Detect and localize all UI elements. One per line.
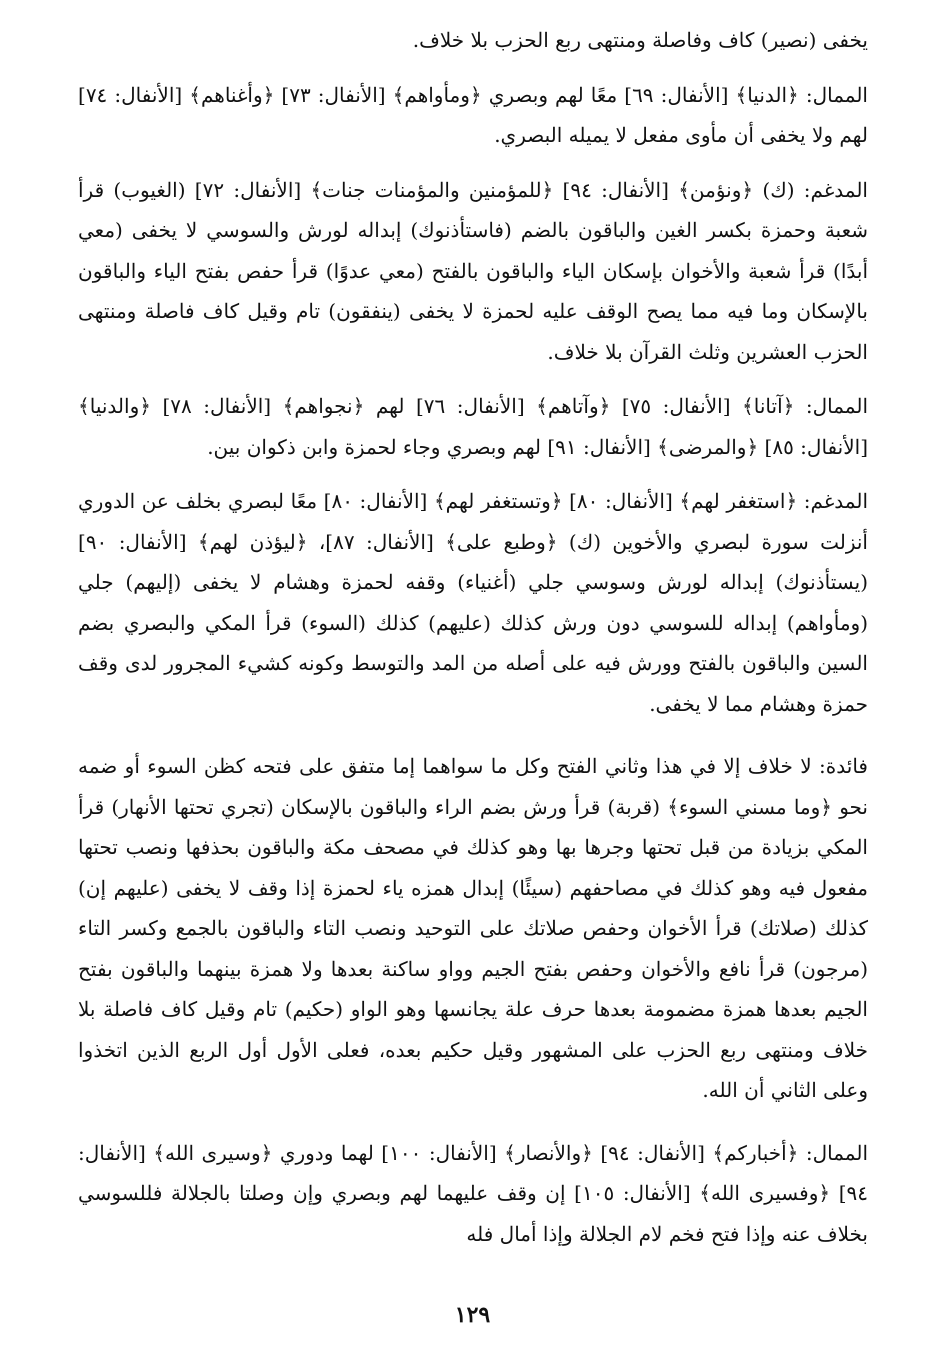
paragraph-mumal-1: الممال: ﴿الدنيا﴾ [الأنفال: ٦٩] معًا لهم وبصري ﴿ومأواهم﴾ [الأنفال: ٧٣] ﴿وأغناهم﴾ [الأنفال: ٧٤] لهم ولا يخفى أن مأوى مفعل لا يميله البصري. — [78, 82, 868, 147]
paragraph-mumal-3: الممال: ﴿أخباركم﴾ [الأنفال: ٩٤] ﴿والأنصار﴾ [الأنفال: ١٠٠] لهما ودوري ﴿وسيرى الله﴾ [الأنفال: ٩٤] ﴿وفسيرى الله﴾ [الأنفال: ١٠٥] إن وقف عليهما لهم وبصري وإن وصلتا بالجلالة فللسوسي بخلاف عنه وإذا فتح فخم لام الجلالة وإذا أمال فله — [78, 1140, 868, 1246]
paragraph-faida: فائدة: لا خلاف إلا في هذا وثاني الفتح وكل ما سواهما إما متفق على فتحه كظن السوء أو ضمه نحو ﴿وما مسني السوء﴾ (قربة) قرأ ورش بضم الراء والباقون بالإسكان (تجري تحتها الأنهار) قرأ المكي بزيادة من قبل تحتها وجرها بها وهو كذلك في مصحف مكة والباقون بحذفها ونصب تحتها مفعول فيه وهو كذلك في مصاحفهم (سيئًا) إبدال همزه ياء لحمزة إذا وقف لا يخفى (عليهم إن) كذلك (صلاتك) قرأ الأخوان وحفص صلاتك على التوحيد ونصب التاء والباقون بالجمع وكسر التاء (مرجون) قرأ نافع والأخوان وحفص بفتح الجيم وواو ساكنة بعدها ولا همزة بينهما والباقون بفتح الجيم بعدها همزة مضمومة بعدها حرف علة يجانسها وهو الواو (حكيم) تام وقيل كاف فاصلة بلا خلاف ومنتهى ربع الحزب على المشهور وقيل حكيم بعده، فعلى الأول أول الربع الذين اتخذوا وعلى الثاني أن الله. — [78, 754, 869, 1102]
paragraph-mudgham-1: المدغم: (ك) ﴿ونؤمن﴾ [الأنفال: ٩٤] ﴿للمؤمنين والمؤمنات جنات﴾ [الأنفال: ٧٢] (الغيوب) قرأ شعبة وحمزة بكسر الغين والباقون بالضم (فاستأذنوك) إبداله لورش والسوسي لا يخفى (معي أبدًا) قرأ شعبة والأخوان بإسكان الياء والباقون بالفتح (معي عدوًا) قرأ حفص بفتح الياء والباقون بالإسكان وما فيه مما يصح الوقف عليه لحمزة لا يخفى (ينفقون) تام وقيل كاف فاصلة ومنتهى الحزب العشرين وثلث القرآن بلا خلاف. — [78, 177, 868, 364]
paragraph-intro: يخفى (نصير) كاف وفاصلة ومنتهى ربع الحزب بلا خلاف. — [412, 28, 868, 52]
paragraph-mumal-2: الممال: ﴿آتانا﴾ [الأنفال: ٧٥] ﴿وآتاهم﴾ [الأنفال: ٧٦] لهم ﴿نجواهم﴾ [الأنفال: ٧٨] ﴿والدنيا﴾ [الأنفال: ٨٥] ﴿والمرضى﴾ [الأنفال: ٩١] لهم وبصري وجاء لحمزة وابن ذكوان بين. — [78, 394, 869, 459]
paragraph-mudgham-2: المدغم: ﴿استغفر لهم﴾ [الأنفال: ٨٠] ﴿وتستغفر لهم﴾ [الأنفال: ٨٠] معًا لبصري بخلف عن الدوري أنزلت سورة لبصري والأخوين (ك) ﴿وطبع على﴾ [الأنفال: ٨٧]، ﴿ليؤذن لهم﴾ [الأنفال: ٩٠] (يستأذنوك) إبداله لورش وسوسي جلي (أغنياء) وقفه لحمزة وهشام لا يخفى (إليهم) جلي (ومأواهم) إبداله للسوسي دون ورش كذلك (عليهم) كذلك (السوء) قرأ المكي والبصري بضم السين والباقون بالفتح وورش فيه على أصله من المد والتوسط وكونه كشيء المجرور لدى وقف حمزة وهشام مما لا يخفى. — [78, 489, 868, 716]
page-body — [78, 20, 868, 1268]
page-number: ١٢٩ — [454, 1302, 491, 1328]
